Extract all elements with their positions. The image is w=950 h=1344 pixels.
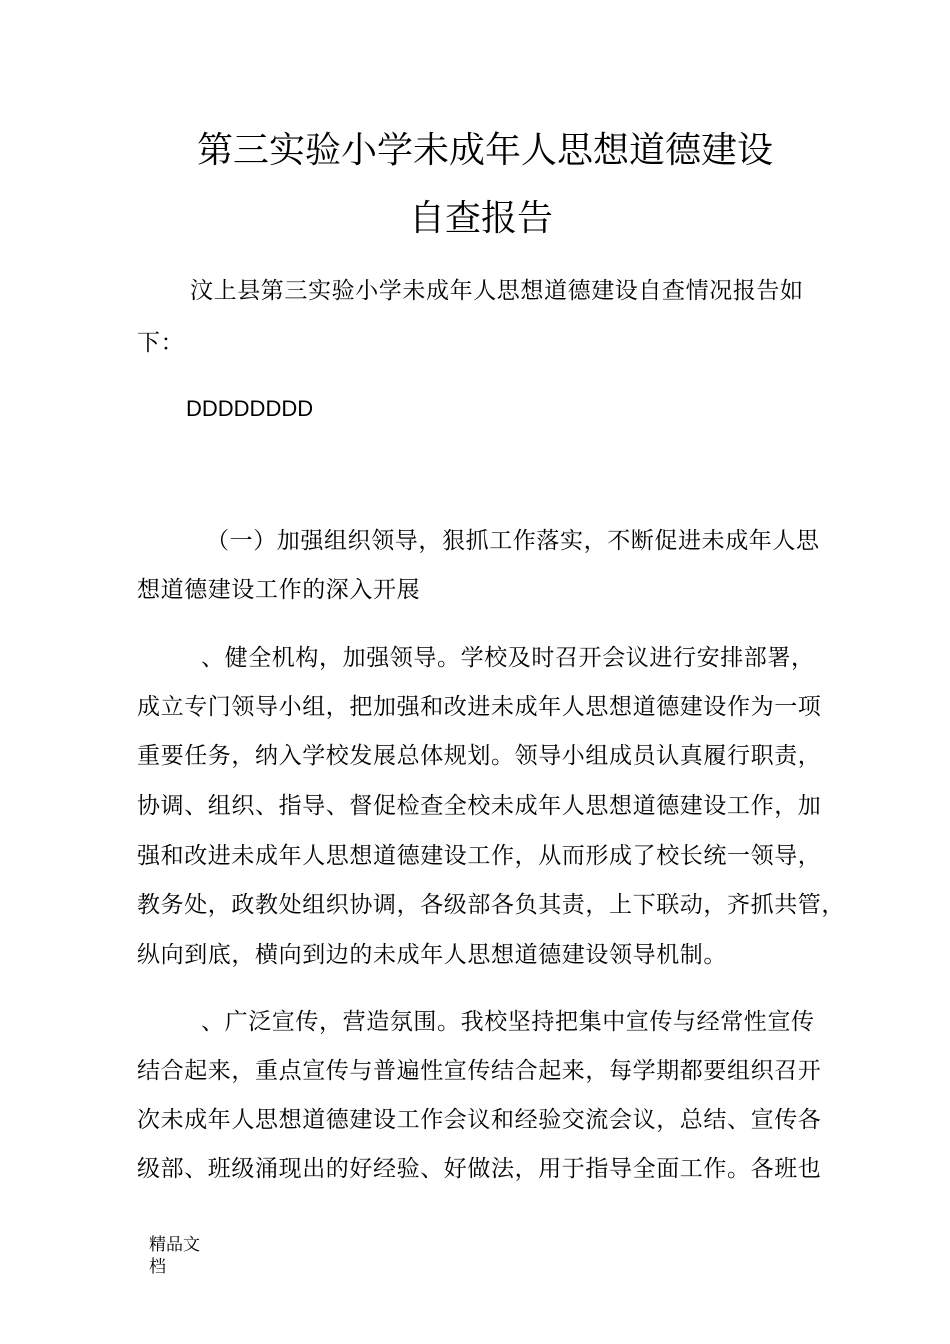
paragraph1-line-2: 成立专门领导小组，把加强和改进未成年人思想道德建设作为一项 [137,694,822,720]
footer-line-1: 精品文 [149,1235,200,1255]
paragraph2-line-4: 级部、班级涌现出的好经验、好做法，用于指导全面工作。各班也 [137,1156,822,1182]
paragraph2-line-1: 、广泛宣传，营造氛围。我校坚持把集中宣传与经常性宣传 [201,1009,815,1035]
footer-line-2: 档 [149,1257,166,1277]
paragraph1-line-4: 协调、组织、指导、督促检查全校未成年人思想道德建设工作，加 [137,793,822,819]
paragraph1-line-1: 、健全机构，加强领导。学校及时召开会议进行安排部署， [201,645,815,671]
paragraph1-line-7: 纵向到底，横向到边的未成年人思想道德建设领导机制。 [137,942,727,968]
paragraph1-line-5: 强和改进未成年人思想道德建设工作，从而形成了校长统一领导， [137,843,822,869]
placeholder-text: DDDDDDDD [186,396,314,421]
section-heading-line-1: （一）加强组织领导，狠抓工作落实，不断促进未成年人思 [206,528,820,554]
document-title-line1: 第三实验小学未成年人思想道德建设 [197,130,774,171]
section-heading-line-2: 想道德建设工作的深入开展 [137,577,421,603]
intro-line-1: 汶上县第三实验小学未成年人思想道德建设自查情况报告如 [190,278,804,304]
paragraph1-line-3: 重要任务，纳入学校发展总体规划。领导小组成员认真履行职责， [137,743,822,769]
paragraph2-line-2: 结合起来，重点宣传与普遍性宣传结合起来，每学期都要组织召开 [137,1058,822,1084]
intro-line-2: 下： [137,330,185,356]
document-title-line2: 自查报告 [409,198,554,239]
footer-watermark [149,1234,200,1278]
paragraph1-line-6: 教务处，政教处组织协调，各级部各负其责，上下联动，齐抓共管， [137,892,845,918]
paragraph2-line-3: 次未成年人思想道德建设工作会议和经验交流会议，总结、宣传各 [137,1107,822,1133]
